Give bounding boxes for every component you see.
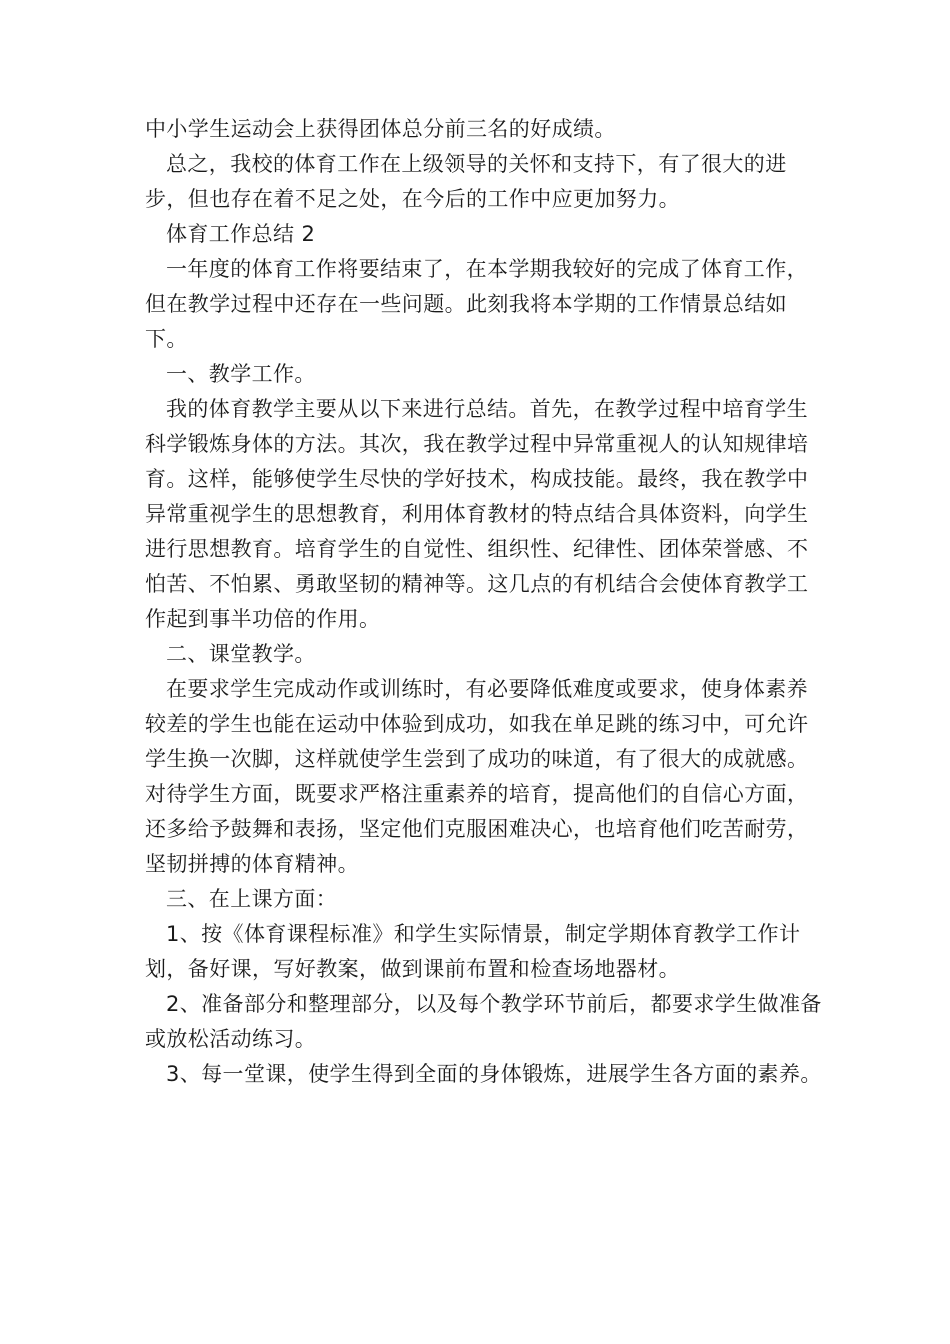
list-item-2: 2、准备部分和整理部分，以及每个教学环节前后，都要求学生做准备或放松活动练习。 <box>145 992 822 1051</box>
section-title: 体育工作总结 2 <box>166 222 316 246</box>
list-item-1: 1、按《体育课程标准》和学生实际情景，制定学期体育教学工作计划，备好课，写好教案，做到课前布置和检查场地器材。 <box>145 922 801 981</box>
heading-class-aspects: 三、在上课方面： <box>166 887 338 911</box>
document-body <box>145 112 825 1092</box>
paragraph-intro: 一年度的体育工作将要结束了，在本学期我较好的完成了体育工作，但在教学过程中还存在一些问题。此刻我将本学期的工作情景总结如下。 <box>145 257 808 351</box>
paragraph-continuation: 中小学生运动会上获得团体总分前三名的好成绩。 <box>145 117 616 141</box>
heading-teaching-work: 一、教学工作。 <box>166 362 316 386</box>
list-item-3: 3、每一堂课，使学生得到全面的身体锻炼，进展学生各方面的素养。 <box>166 1062 822 1086</box>
paragraph-teaching-work: 我的体育教学主要从以下来进行总结。首先，在教学过程中培育学生科学锻炼身体的方法。其次，我在教学过程中异常重视人的认知规律培育。这样，能够使学生尽快的学好技术，构成技能。最终，我在教学中异常重视学生的思想教育，利用体育教材的特点结合具体资料，向学生进行思想教育。培育学生的自觉性、组织性、纪律性、团体荣誉感、不怕苦、不怕累、勇敢坚韧的精神等。这几点的有机结合会使体育教学工作起到事半功倍的作用。 <box>145 397 809 631</box>
paragraph-classroom-teaching: 在要求学生完成动作或训练时，有必要降低难度或要求，使身体素养较差的学生也能在运动中体验到成功，如我在单足跳的练习中，可允许学生换一次脚，这样就使学生尝到了成功的味道，有了很大的成就感。对待学生方面，既要求严格注重素养的培育，提高他们的自信心方面，还多给予鼓舞和表扬，坚定他们克服困难决心，也培育他们吃苦耐劳，坚韧拼搏的体育精神。 <box>145 677 809 876</box>
heading-classroom-teaching: 二、课堂教学。 <box>166 642 316 666</box>
paragraph-conclusion: 总之，我校的体育工作在上级领导的关怀和支持下，有了很大的进步，但也存在着不足之处，在今后的工作中应更加努力。 <box>145 152 787 211</box>
